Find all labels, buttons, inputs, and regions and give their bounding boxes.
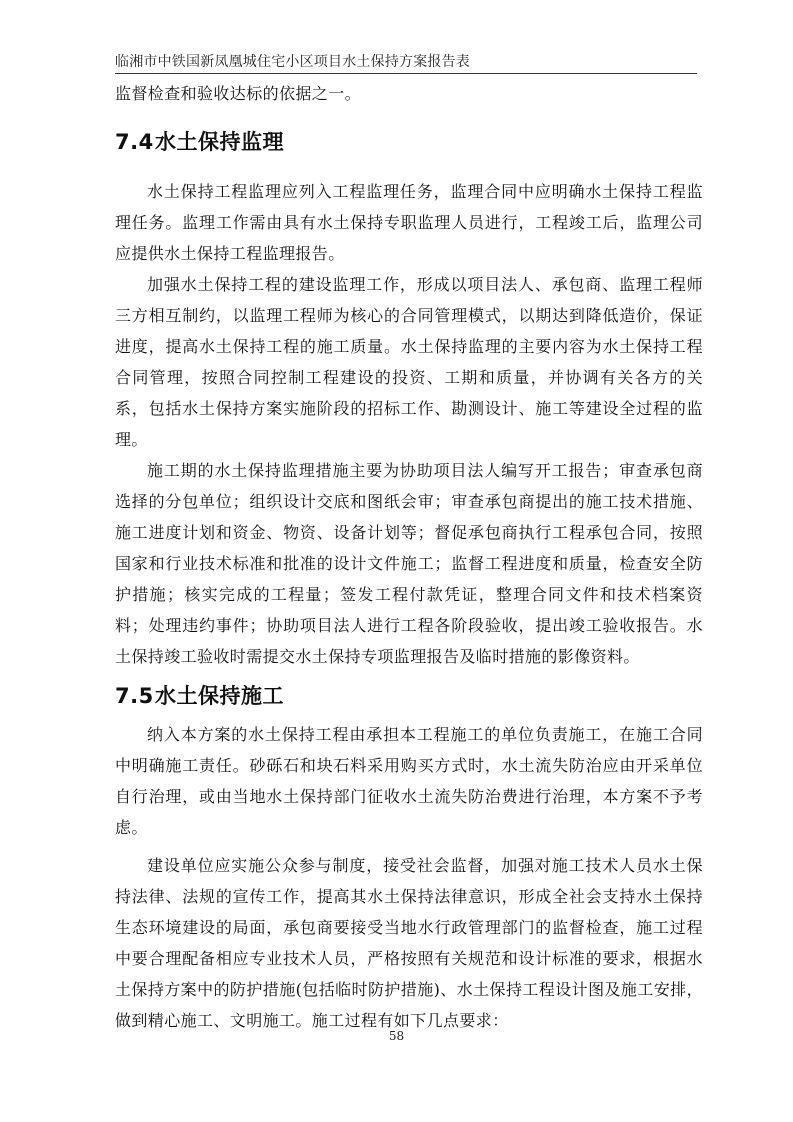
continued-paragraph: 监督检查和验收达标的依据之一。	[115, 84, 362, 103]
section-number: 7.5	[115, 684, 154, 708]
page-header-title: 临湘市中铁国新凤凰城住宅小区项目水土保持方案报告表	[115, 54, 470, 70]
header-divider	[115, 73, 697, 74]
page-number: 58	[388, 1029, 405, 1043]
section-heading-7-4	[115, 128, 703, 156]
document-body	[115, 78, 703, 1036]
section-title-text: 水土保持施工	[155, 684, 284, 708]
paragraph-7-5-2: 建设单位应实施公众参与制度，接受社会监督，加强对施工技术人员水土保持法律、法规的宣传工作，提高其水土保持法律意识，形成全社会支持水土保持生态环境建设的局面，承包商要接受当地水行政管理部门的监督检查，施工过程中要合理配备相应专业技术人员，严格按照有关规范和设计标准的要求，根据水土保持方案中的防护措施(包括临时防护措施)、水土保持工程设计图及施工安排，做到精心施工、文明施工。施工过程有如下几点要求：	[115, 856, 703, 1030]
paragraph-7-4-1: 水土保持工程监理应列入工程监理任务，监理合同中应明确水土保持工程监理任务。监理工作需由具有水土保持专职监理人员进行，工程竣工后，监理公司应提供水土保持工程监理报告。	[115, 182, 703, 263]
section-number: 7.4	[115, 130, 154, 154]
paragraph-7-4-3: 施工期的水土保持监理措施主要为协助项目法人编写开工报告；审查承包商选择的分包单位；组织设计交底和图纸会审；审查承包商提出的施工技术措施、施工进度计划和资金、物资、设备计划等；督促承包商执行工程承包合同，按照国家和行业技术标准和批准的设计文件施工；监督工程进度和质量，检查安全防护措施；核实完成的工程量；签发工程付款凭证，整理合同文件和技术档案资料；处理违约事件；协助项目法人进行工程各阶段验收，提出竣工验收报告。水土保持竣工验收时需提交水土保持专项监理报告及临时措施的影像资料。	[115, 461, 703, 666]
section-title-text: 水土保持监理	[155, 130, 284, 154]
section-heading-7-5	[115, 682, 703, 710]
paragraph-7-4-2: 加强水土保持工程的建设监理工作，形成以项目法人、承包商、监理工程师三方相互制约，以监理工程师为核心的合同管理模式，以期达到降低造价，保证进度，提高水土保持工程的施工质量。水土保持监理的主要内容为水土保持工程合同管理，按照合同控制工程建设的投资、工期和质量，并协调有关各方的关系，包括水土保持方案实施阶段的招标工作、勘测设计、施工等建设全过程的监理。	[115, 275, 703, 449]
paragraph-7-5-1: 纳入本方案的水土保持工程由承担本工程施工的单位负责施工，在施工合同中明确施工责任。砂砾石和块石料采用购买方式时，水土流失防治应由开采单位自行治理，或由当地水土保持部门征收水土流失防治费进行治理，本方案不予考虑。	[115, 725, 703, 837]
